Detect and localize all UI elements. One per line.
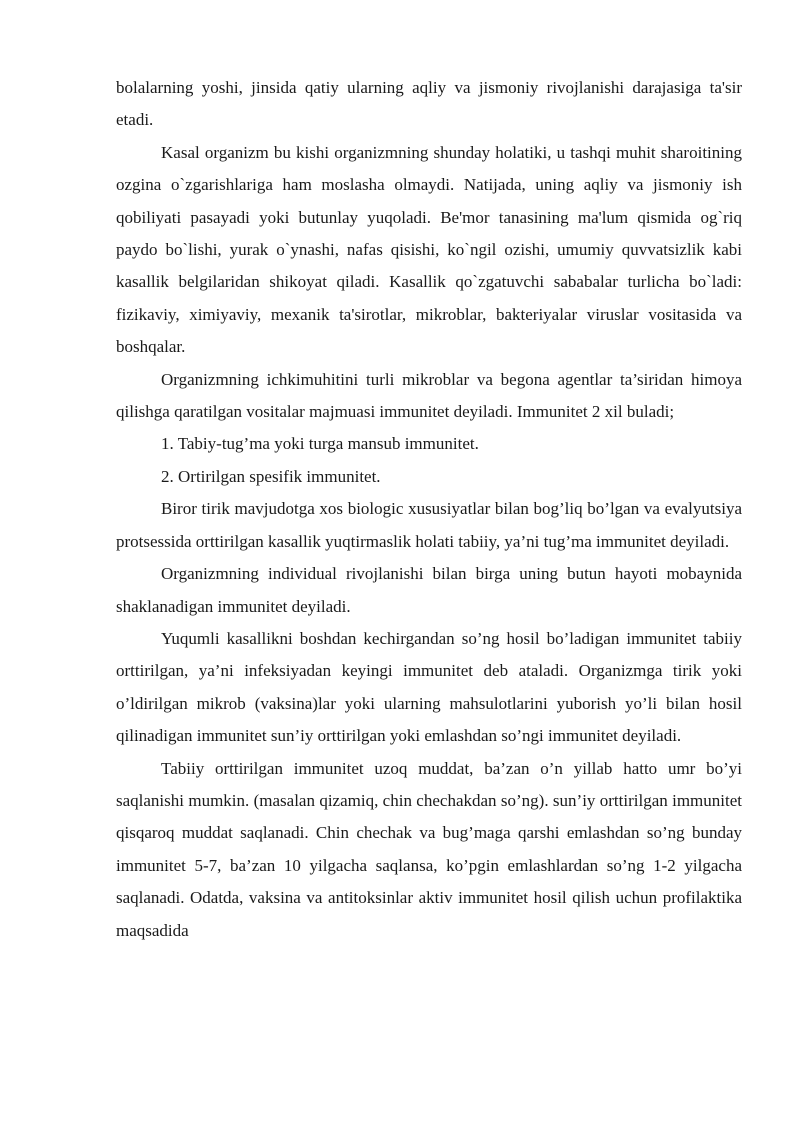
list-item-acquired-immunity: 2. Ortirilgan spesifik immunitet.	[161, 466, 381, 486]
list-item-innate-immunity: 1. Tabiy-tug’ma yoki turga mansub immunitet.	[161, 434, 479, 454]
paragraph-sick-organism: Kasal organizm bu kishi organizmning shunday holatiki, u tashqi muhit sharoitining ozgina o`zgarishlariga ham moslasha olmaydi. Natijada, uning aqliy va jismoniy ish qobiliyati pasayadi yoki butunlay yuqoladi. Be'mor tanasining ma'lum qismida og`riq paydo bo`lishi, yurak o`ynashi, nafas qisishi, ko`ngil ozishi, umumiy quvvatsizlik kabi kasallik belgilaridan shikoyat qiladi. Kasallik qo`zgatuvchi sababalar turlicha bo`ladi: fizikaviy, ximiyaviy, mexanik ta'sirotlar, mikroblar, bakteriyalar viruslar vositasida va boshqalar.	[116, 142, 742, 357]
paragraph-infectious-disease: Yuqumli kasallikni boshdan kechirgandan so’ng hosil bo’ladigan immunitet tabiiy orttirilgan, ya’ni infeksiyadan keyingi immunitet deb ataladi. Organizmga tirik yoki o’ldirilgan mikrob (vaksina)lar yoki ularning mahsulotlarini yuborish yo’li bilan hosil qilinadigan immunitet sun’iy orttirilgan yoki emlashdan so’ngi immunitet deyiladi.	[116, 628, 742, 746]
document-page	[116, 72, 742, 947]
paragraph-continuation: bolalarning yoshi, jinsida qatiy ularning aqliy va jismoniy rivojlanishi darajasiga ta'sir etadi.	[116, 78, 742, 130]
paragraph-immunity-duration: Tabiiy orttirilgan immunitet uzoq muddat, ba’zan o’n yillab hatto umr bo’yi saqlanishi mumkin. (masalan qizamiq, chin chechakdan so’ng). sun’iy orttirilgan immunitet qisqaroq muddat saqlanadi. Chin chechak va bug’maga qarshi emlashdan so’ng bunday immunitet 5-7, ba’zan 10 yilgacha saqlansa, ko’pgin emlashlardan so’ng 1-2 yilgacha saqlanadi. Odatda, vaksina va antitoksinlar aktiv immunitet hosil qilish uchun profilaktika maqsadida	[116, 758, 742, 940]
paragraph-individual-development: Organizmning individual rivojlanishi bilan birga uning butun hayoti mobaynida shaklanadigan immunitet deyiladi.	[116, 564, 742, 616]
paragraph-natural-immunity: Biror tirik mavjudotga xos biologic xususiyatlar bilan bog’liq bo’lgan va evalyutsiya protsessida orttirilgan kasallik yuqtirmaslik holati tabiiy, ya’ni tug’ma immunitet deyiladi.	[116, 499, 742, 551]
paragraph-immunity-definition: Organizmning ichkimuhitini turli mikroblar va begona agentlar ta’siridan himoya qilishga qaratilgan vositalar majmuasi immunitet deyiladi. Immunitet 2 xil buladi;	[116, 369, 742, 422]
